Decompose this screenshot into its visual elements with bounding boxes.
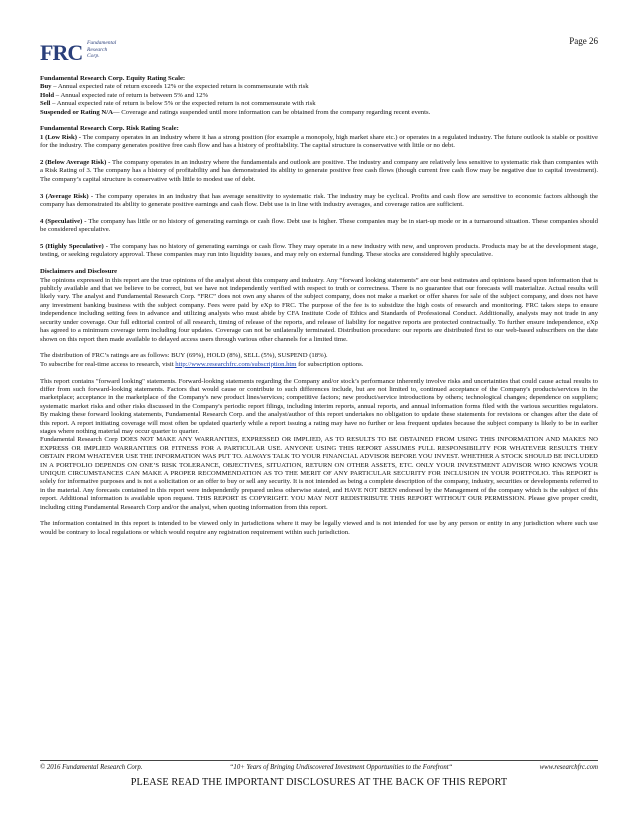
- disclaimer-opinions: The opinions expressed in this report are the true opinions of the analyst about this company and industry. Any “forward looking statements” are our best estimates and opinions based upon information that is publicly available and that we believe to be correct, but we have not independently verified with respect to truth or correctness. There is no guarantee that our forecasts will materialize. Actual results will likely vary. The analyst and Fundamental Research Corp. “FRC” does not own any shares of the subject company, does not make a market or offer shares for sale of the subject company, and does not have any investment banking business with the subject company. Fees were paid by eXp to FRC. The purpose of the fee is to subsidize the high costs of research and monitoring. FRC takes steps to ensure independence including setting fees in advance and utilizing analysts who must abide by CFA Institute Code of Ethics and Standards of Professional Conduct. Additionally, analysts may not trade in any security under coverage. Our full editorial control of all research, timing of release of the reports, and release of liability for negative reports are protected contractually. To further ensure independence, eXp has agreed to a minimum coverage term including four updates. Coverage can not be unilaterally terminated. Distribution procedure: our reports are distributed first to our web-based subscribers on the date shown on this report then made available to delayed access users through various other channels for a limited time.: [40, 276, 598, 343]
- risk-rating-3: 3 (Average Risk) - The company operates in an industry that has average sensitivity to systematic risk. The industry may be cyclical. Profits and cash flow are sensitive to economic factors although the company has demonstrated its ability to generate positive earnings and cash flow. Debt use is in line with industry averages, and coverage ratios are sufficient.: [40, 192, 598, 209]
- equity-scale-title: Fundamental Research Corp. Equity Rating Scale:: [40, 75, 186, 82]
- logo-subtitle: Fundamental Research Corp.: [87, 40, 117, 59]
- hold-text: – Annual expected rate of return is between 5% and 12%: [54, 91, 209, 99]
- buy-label: Buy: [40, 83, 52, 91]
- frc-logo: [40, 38, 130, 68]
- footer: [40, 764, 598, 771]
- risk-rating-1: 1 (Low Risk) - The company operates in an industry where it has a strong position (for example a monopoly, high market share etc.) or operates in a regulated industry. The future outlook is stable or positive for the industry. The company generates positive free cash flow and has a history of profitability. The capital structure is conservative with little or no debt.: [40, 133, 598, 150]
- warranty-disclaimer: Fundamental Research Corp DOES NOT MAKE ANY WARRANTIES, EXPRESSED OR IMPLIED, AS TO RESULTS TO BE OBTAINED FROM USING THIS INFORMATION AND MAKES NO EXPRESS OR IMPLIED WARRANTIES OR FITNESS FOR A PARTICULAR USE. ANYONE USING THIS REPORT ASSUMES FULL RESPONSIBILITY FOR WHATEVER RESULTS THEY OBTAIN FROM WHATEVER USE THE INFORMATION WAS PUT TO. ALWAYS TALK TO YOUR FINANCIAL ADVISOR BEFORE YOU INVEST. WHETHER A STOCK SHOULD BE INCLUDED IN A PORTFOLIO DEPENDS ON ONE’S RISK TOLERANCE, OBJECTIVES, SITUATION, RETURN ON OTHER ASSETS, ETC. ONLY YOUR INVESTMENT ADVISOR WHO KNOWS YOUR UNIQUE CIRCUMSTANCES CAN MAKE A PROPER RECOMMENDATION AS TO THE MERIT OF ANY PARTICULAR SECURITY FOR INCLUSION IN YOUR PORTFOLIO. This REPORT is solely for informative purposes and is not a solicitation or an offer to buy or sell any security. It is not intended as being a complete description of the company, industry, securities or developments referred to in the material. Any forecasts contained in this report were independently prepared unless otherwise stated, and HAVE NOT BEEN endorsed by the Management of the company which is the subject of this report. Additional information is available upon request. THIS REPORT IS COPYRIGHT. YOU MAY NOT REDISTRIBUTE THIS REPORT WITHOUT OUR PERMISSION. Please give proper credit, including citing Fundamental Research Corp and/or the analyst, when quoting information from this report.: [40, 436, 598, 511]
- suspended-text: — Coverage and ratings suspended until more information can be obtained from the company regarding recent events.: [112, 108, 431, 116]
- forward-looking-statements: This report contains "forward looking" statements. Forward-looking statements regarding the Company and/or stock’s performance inherently involve risks and uncertainties that could cause actual results to differ from such forward-looking statements. Factors that would cause or contribute to such differences include, but are not limited to, continued acceptance of the Company's products/services in the marketplace; acceptance in the marketplace of the Company's new product lines/services; competitive factors; new product/service introductions by others; technological changes; dependence on suppliers; systematic market risks and other risks discussed in the Company's periodic report filings, including interim reports, annual reports, and annual information forms filed with the various securities regulators. By making these forward looking statements, Fundamental Research Corp. and the analyst/author of this report undertakes no obligation to update these statements for revisions or changes after the date of this report. A report initiating coverage will most often be updated quarterly while a report issuing a rating may have no further or less frequent updates because the subject company is likely to be in earlier stages where nothing material may occur quarter to quarter.: [40, 377, 598, 435]
- footer-divider: [40, 760, 598, 761]
- hold-label: Hold: [40, 91, 55, 99]
- buy-text: – Annual expected rate of return exceeds 12% or the expected return is commensurate with risk: [51, 83, 309, 91]
- sell-label: Sell: [40, 100, 51, 108]
- ratings-distribution: The distribution of FRC’s ratings are as follows: BUY (69%), HOLD (8%), SELL (5%), SUSPEND (18%). To subscribe for real-time access to research, visit http://www.researchfrc.com/subscription.htm for subscription options.: [40, 352, 364, 368]
- disclosure-banner: PLEASE READ THE IMPORTANT DISCLOSURES AT THE BACK OF THIS REPORT: [130, 777, 508, 788]
- disclaimers-title: Disclaimers and Disclosure: [40, 268, 118, 276]
- risk-rating-5: 5 (Highly Speculative) - The company has no history of generating earnings or cash flow. They may operate in a new industry with new, and unproven products. Products may be at the development stage, testing, or seeking regulatory approval. These companies may run into liquidity issues, and may rely on external funding. These stocks are considered highly speculative.: [40, 243, 598, 259]
- risk-rating-4: 4 (Speculative) - The company has little or no history of generating earnings or cash flow. Debt use is higher. These companies may be in start-up mode or in a turnaround situation. These companies should be considered speculative.: [40, 217, 598, 234]
- page-number: Page 26: [569, 36, 598, 46]
- risk-rating-2: 2 (Below Average Risk) - The company operates in an industry where the fundamentals and outlook are positive. The industry and company are relatively less sensitive to systematic risk than companies with a Risk Rating of 3. The company has a history of profitability and has demonstrated its ability to generate positive free cash flows (though current free cash flow may be negative due to capital investment). The company’s capital structure is conservative with little to modest use of debt.: [40, 159, 598, 183]
- subscription-link[interactable]: http://www.researchfrc.com/subscription.htm: [175, 360, 297, 368]
- jurisdiction-notice: The information contained in this report is intended to be viewed only in jurisdictions where it may be legally viewed and is not intended for use by any person or entity in any jurisdiction where such use would be contrary to local regulations or which would require any registration requirement within such jurisdiction.: [40, 520, 598, 536]
- footer-copyright: © 2016 Fundamental Research Corp.: [40, 764, 143, 771]
- sell-text: – Annual expected rate of return is below 5% or the expected return is not commensurate with risk: [50, 100, 316, 108]
- footer-tagline: “10+ Years of Bringing Undiscovered Investment Opportunities to the Forefront“: [229, 764, 453, 771]
- logo-text: FRC: [40, 40, 83, 65]
- equity-rating-scale: [40, 75, 598, 117]
- suspended-label: Suspended or Rating N/A: [40, 108, 113, 116]
- footer-website: www.researchfrc.com: [539, 764, 598, 771]
- risk-scale-title: Fundamental Research Corp. Risk Rating Scale:: [40, 125, 179, 133]
- document-body: [40, 75, 598, 546]
